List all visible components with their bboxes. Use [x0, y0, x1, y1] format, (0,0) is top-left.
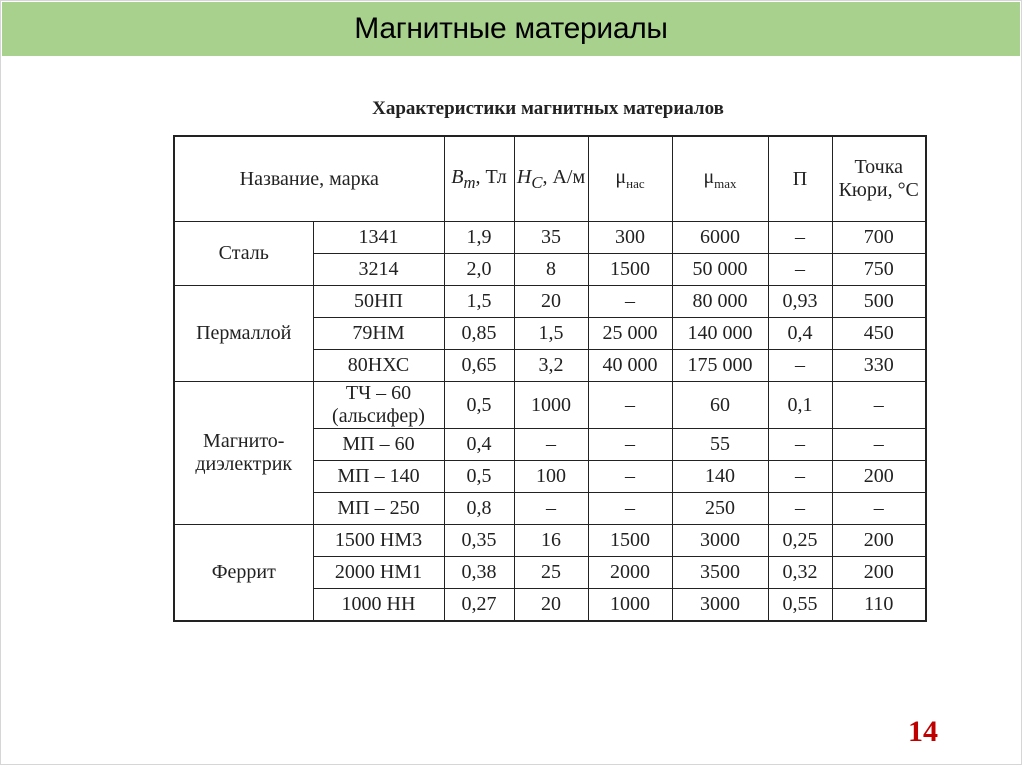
mu-max-cell: 3500: [672, 557, 768, 589]
mu-nas-cell: 1000: [588, 589, 672, 622]
curie-cell: 330: [832, 350, 926, 382]
mu-nas-cell: 300: [588, 222, 672, 254]
mu-nas-cell: 1500: [588, 254, 672, 286]
curie-cell: 200: [832, 461, 926, 493]
grade-cell: 1500 НМ3: [313, 525, 444, 557]
grade-cell: МП – 250: [313, 493, 444, 525]
mu-nas-cell: –: [588, 382, 672, 429]
hc-cell: 1,5: [514, 318, 588, 350]
header-p: П: [768, 136, 832, 222]
grade-cell: ТЧ – 60 (альсифер): [313, 382, 444, 429]
p-cell: 0,4: [768, 318, 832, 350]
hc-cell: 35: [514, 222, 588, 254]
materials-table: [173, 135, 927, 622]
mu-max-cell: 50 000: [672, 254, 768, 286]
mu-nas-cell: –: [588, 286, 672, 318]
mu-symbol: μ: [703, 166, 715, 189]
mu-max-sub: max: [714, 176, 737, 192]
hc-cell: 25: [514, 557, 588, 589]
header-name: Название, марка: [174, 136, 444, 222]
curie-cell: 750: [832, 254, 926, 286]
mu-nas-cell: 1500: [588, 525, 672, 557]
mu-max-cell: 80 000: [672, 286, 768, 318]
p-cell: 0,1: [768, 382, 832, 429]
hc-cell: 8: [514, 254, 588, 286]
mu-max-cell: 250: [672, 493, 768, 525]
mu-nas-sub: нас: [626, 176, 645, 192]
mu-max-cell: 140 000: [672, 318, 768, 350]
bm-symbol: B: [451, 165, 464, 188]
hc-cell: –: [514, 429, 588, 461]
grade-cell: 50НП: [313, 286, 444, 318]
p-cell: 0,55: [768, 589, 832, 622]
mu-nas-cell: 40 000: [588, 350, 672, 382]
p-cell: 0,25: [768, 525, 832, 557]
slide-title: Магнитные материалы: [354, 12, 668, 45]
bm-cell: 2,0: [444, 254, 514, 286]
header-curie: Точка Кюри, °С: [832, 136, 926, 222]
p-cell: 0,32: [768, 557, 832, 589]
p-cell: 0,93: [768, 286, 832, 318]
bm-unit: , Тл: [475, 165, 507, 188]
table-caption: Характеристики магнитных материалов: [372, 98, 724, 119]
hc-sub: C: [531, 172, 543, 192]
curie-cell: 110: [832, 589, 926, 622]
header-row: [174, 136, 926, 222]
bm-cell: 0,65: [444, 350, 514, 382]
grade-cell: МП – 140: [313, 461, 444, 493]
header-mu-nas: [588, 136, 672, 222]
curie-cell: 700: [832, 222, 926, 254]
hc-cell: 100: [514, 461, 588, 493]
mu-max-cell: 3000: [672, 589, 768, 622]
hc-cell: 1000: [514, 382, 588, 429]
table-row: [174, 286, 926, 318]
grade-cell: МП – 60: [313, 429, 444, 461]
grade-cell: 3214: [313, 254, 444, 286]
p-cell: –: [768, 222, 832, 254]
curie-cell: –: [832, 382, 926, 429]
bm-cell: 0,5: [444, 461, 514, 493]
bm-cell: 0,8: [444, 493, 514, 525]
bm-cell: 1,9: [444, 222, 514, 254]
bm-cell: 1,5: [444, 286, 514, 318]
header-bm: [444, 136, 514, 222]
mu-max-cell: 60: [672, 382, 768, 429]
mu-max-cell: 140: [672, 461, 768, 493]
grade-cell: 2000 НМ1: [313, 557, 444, 589]
title-bar: [2, 2, 1020, 56]
grade-cell: 80НХС: [313, 350, 444, 382]
mu-max-cell: 6000: [672, 222, 768, 254]
curie-cell: –: [832, 429, 926, 461]
mu-symbol: μ: [615, 166, 627, 189]
group-name: Магнито-диэлектрик: [174, 382, 313, 525]
p-cell: –: [768, 461, 832, 493]
p-cell: –: [768, 254, 832, 286]
hc-cell: 16: [514, 525, 588, 557]
p-cell: –: [768, 429, 832, 461]
group-name: Пермаллой: [174, 286, 313, 382]
p-cell: –: [768, 350, 832, 382]
mu-nas-cell: –: [588, 429, 672, 461]
bm-cell: 0,85: [444, 318, 514, 350]
table-row: [174, 525, 926, 557]
page-number: 14: [908, 715, 938, 748]
bm-cell: 0,35: [444, 525, 514, 557]
hc-symbol: H: [516, 165, 532, 188]
hc-cell: 3,2: [514, 350, 588, 382]
bm-cell: 0,38: [444, 557, 514, 589]
header-mu-max: [672, 136, 768, 222]
header-hc: [514, 136, 588, 222]
table-row: [174, 222, 926, 254]
grade-cell: 1000 НН: [313, 589, 444, 622]
hc-cell: 20: [514, 286, 588, 318]
group-name: Феррит: [174, 525, 313, 622]
mu-nas-cell: 25 000: [588, 318, 672, 350]
curie-cell: 500: [832, 286, 926, 318]
p-cell: –: [768, 493, 832, 525]
bm-cell: 0,5: [444, 382, 514, 429]
curie-cell: 200: [832, 525, 926, 557]
grade-cell: 79НМ: [313, 318, 444, 350]
bm-sub: m: [463, 172, 476, 192]
table-row: [174, 382, 926, 429]
curie-cell: –: [832, 493, 926, 525]
mu-nas-cell: –: [588, 461, 672, 493]
mu-max-cell: 175 000: [672, 350, 768, 382]
bm-cell: 0,4: [444, 429, 514, 461]
bm-cell: 0,27: [444, 589, 514, 622]
curie-cell: 450: [832, 318, 926, 350]
hc-cell: –: [514, 493, 588, 525]
hc-cell: 20: [514, 589, 588, 622]
group-name: Сталь: [174, 222, 313, 286]
mu-max-cell: 55: [672, 429, 768, 461]
mu-nas-cell: –: [588, 493, 672, 525]
hc-unit: , А/м: [542, 165, 586, 188]
mu-nas-cell: 2000: [588, 557, 672, 589]
curie-cell: 200: [832, 557, 926, 589]
grade-cell: 1341: [313, 222, 444, 254]
mu-max-cell: 3000: [672, 525, 768, 557]
